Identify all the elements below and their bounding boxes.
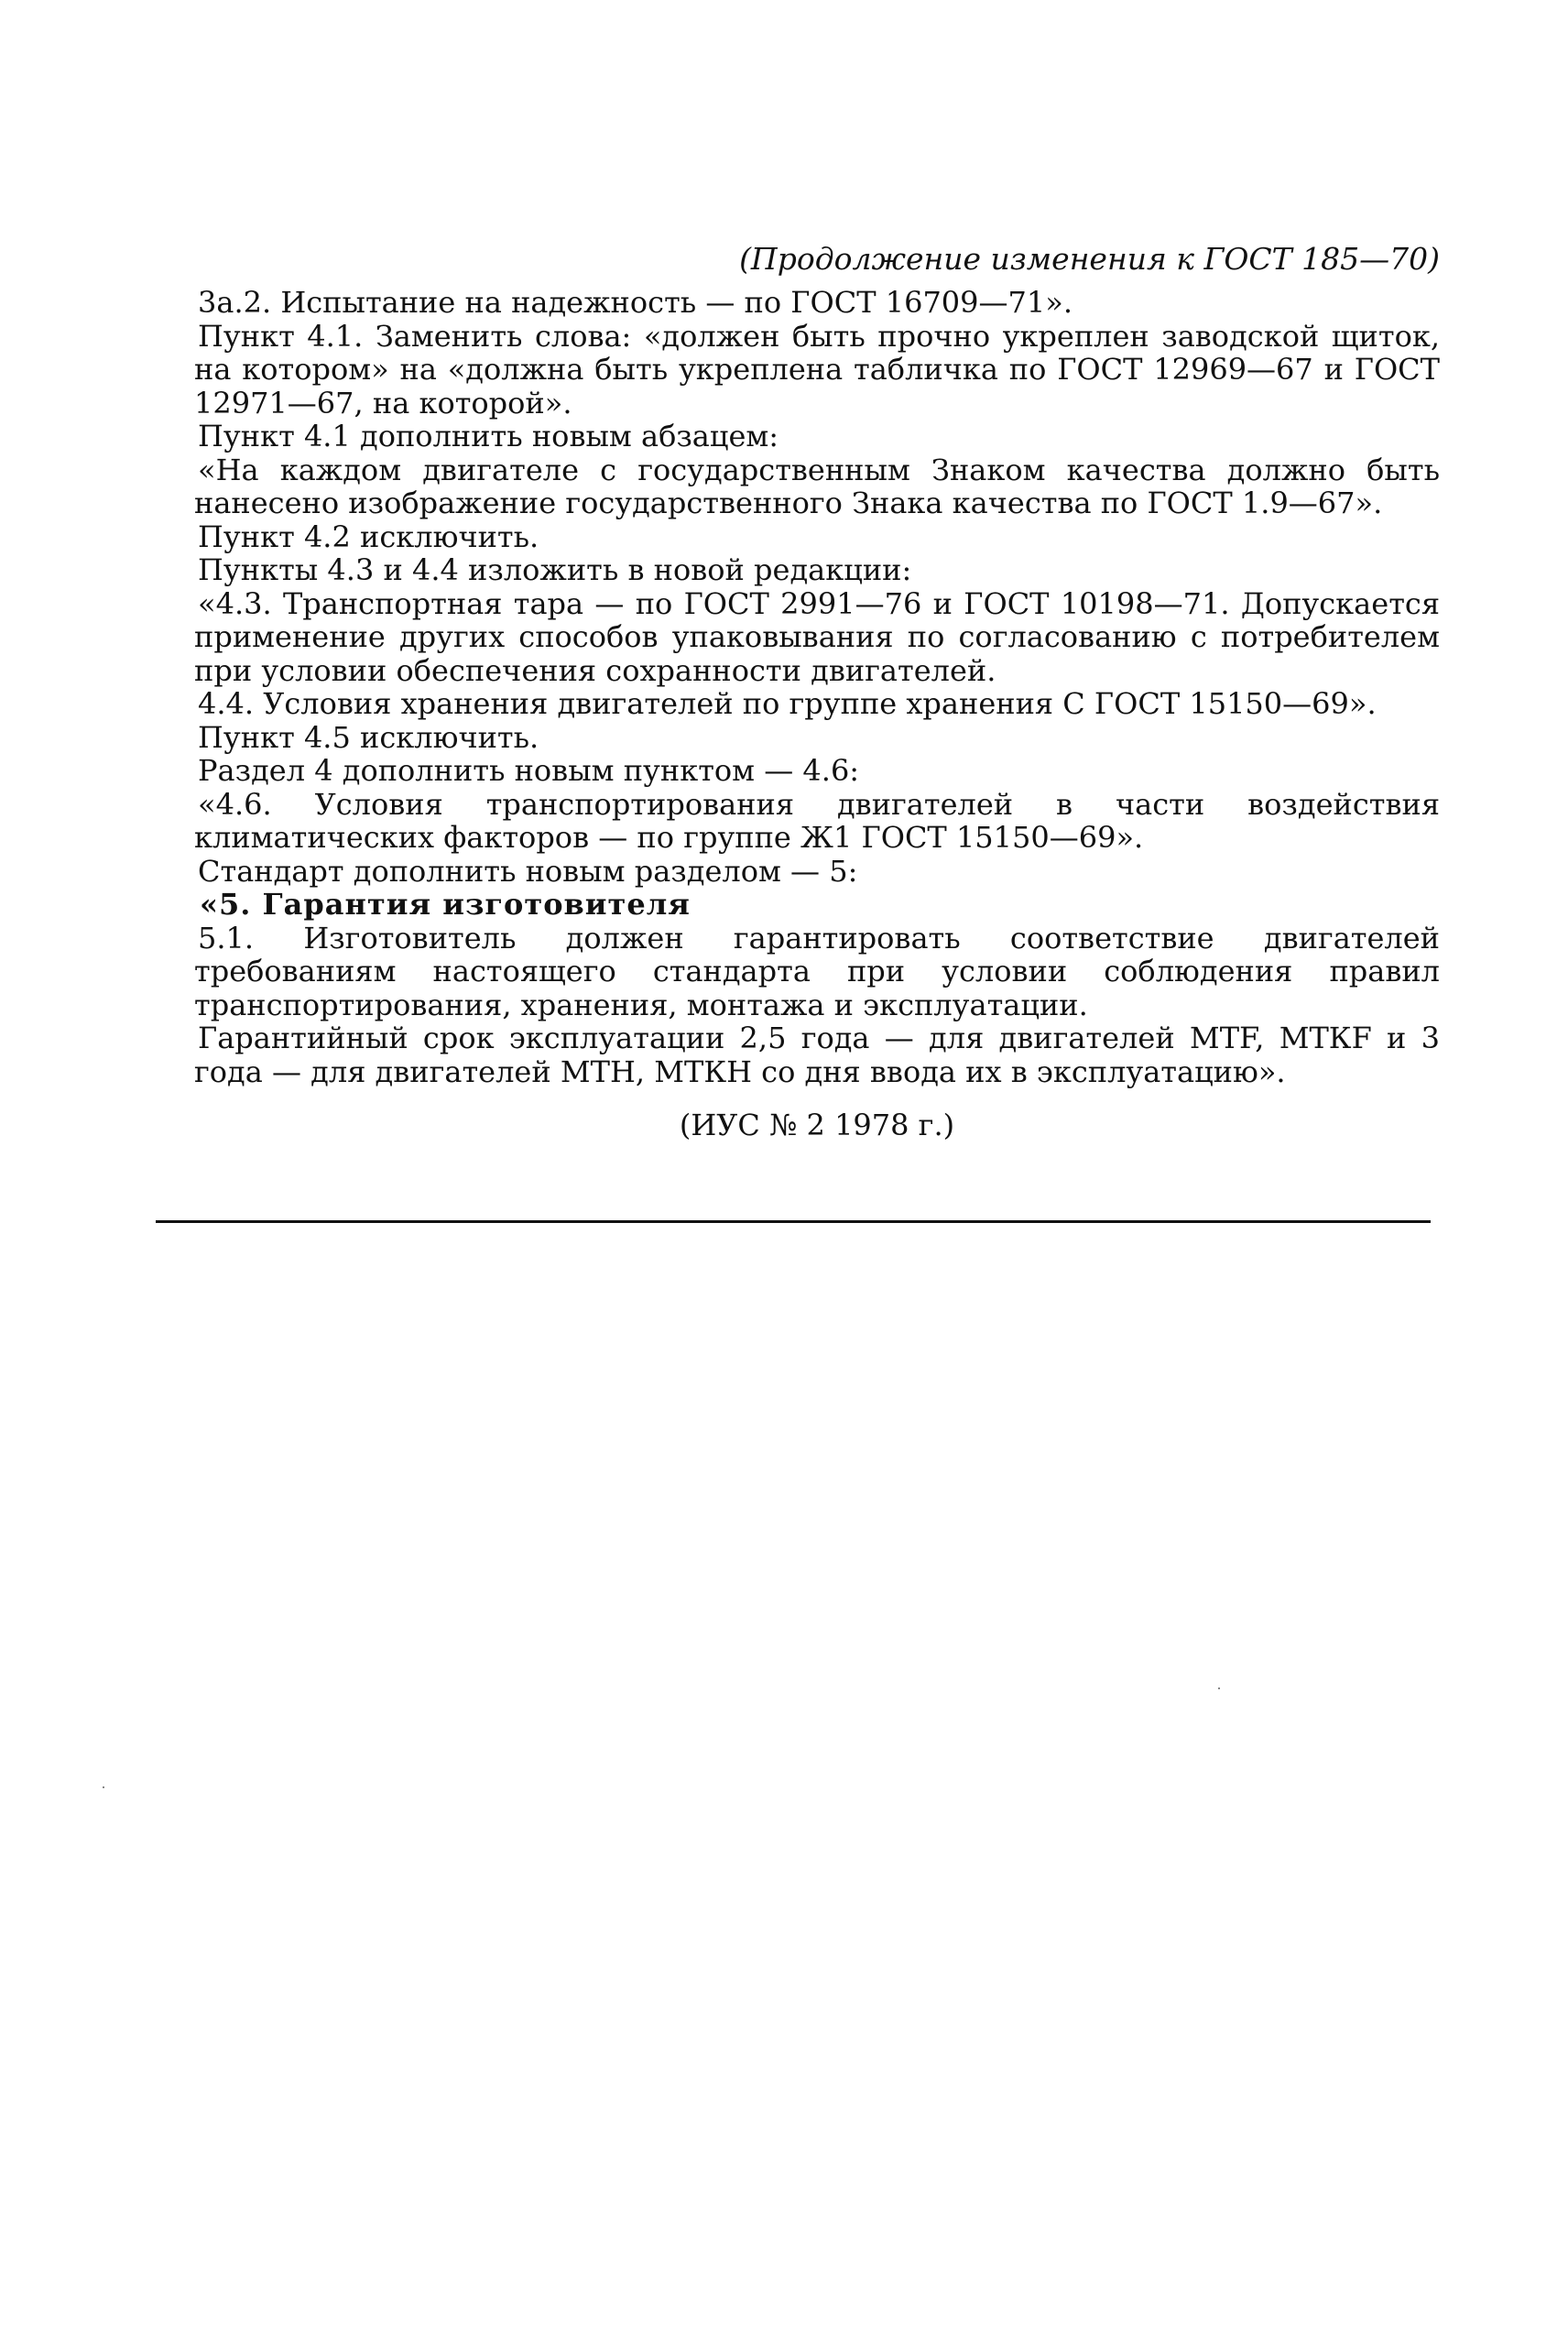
paragraph-4-3-4-4-new: Пункты 4.3 и 4.4 изложить в новой редакции:	[198, 552, 912, 587]
horizontal-rule	[156, 1220, 1431, 1223]
paragraph-4-3-packaging: «4.3. Транспортная тара — по ГОСТ 2991—76 и ГОСТ 10198—71. Допускается применение других способов упаковывания по согласованию с потребителем при условии обеспечения сохранности двигателей.	[194, 585, 1440, 688]
paragraph-4-6-transport: «4.6. Условия транспортирования двигателей в части воздействия климатических факторов — по группе Ж1 ГОСТ 15150—69».	[194, 786, 1440, 855]
paragraph-quality-mark: «На каждом двигателе с государственным Знаком качества должно быть нанесено изображение государственного Знака качества по ГОСТ 1.9—67».	[194, 452, 1440, 520]
paragraph-4-4-storage: 4.4. Условия хранения двигателей по группе хранения С ГОСТ 15150—69».	[198, 686, 1377, 721]
scan-speck	[103, 1786, 104, 1788]
paragraph-4-5-exclude: Пункт 4.5 исключить.	[198, 719, 539, 755]
paragraph-4-1-replace: Пункт 4.1. Заменить слова: «должен быть прочно укреплен заводской щиток, на котором» на «должна быть укреплена табличка по ГОСТ 12969—67 и ГОСТ 12971—67, на которой».	[194, 318, 1440, 420]
paragraph-section-4-add: Раздел 4 дополнить новым пунктом — 4.6:	[198, 753, 860, 788]
scan-speck	[1218, 1687, 1220, 1689]
continuation-header: (Продолжение изменения к ГОСТ 185—70)	[739, 241, 1440, 277]
section-5-heading: «5. Гарантия изготовителя	[200, 887, 691, 922]
source-reference: (ИУС № 2 1978 г.)	[679, 1108, 955, 1142]
paragraph-warranty-period: Гарантийный срок эксплуатации 2,5 года — для двигателей МТF, МТКF и 3 года — для двигателей МТН, МТКН со дня ввода их в эксплуатацию».	[194, 1021, 1440, 1089]
paragraph-4-2-exclude: Пункт 4.2 исключить.	[198, 519, 539, 554]
paragraph-standard-add: Стандарт дополнить новым разделом — 5:	[198, 853, 858, 889]
paragraph-3a2: 3а.2. Испытание на надежность — по ГОСТ 16709—71».	[198, 285, 1073, 320]
document-body	[194, 240, 1440, 1143]
paragraph-5-1-guarantee: 5.1. Изготовитель должен гарантировать соответствие двигателей требованиям настоящего стандарта при условии соблюдения правил транспортирования, хранения, монтажа и эксплуатации.	[194, 920, 1440, 1022]
paragraph-4-1-add: Пункт 4.1 дополнить новым абзацем:	[198, 419, 779, 453]
